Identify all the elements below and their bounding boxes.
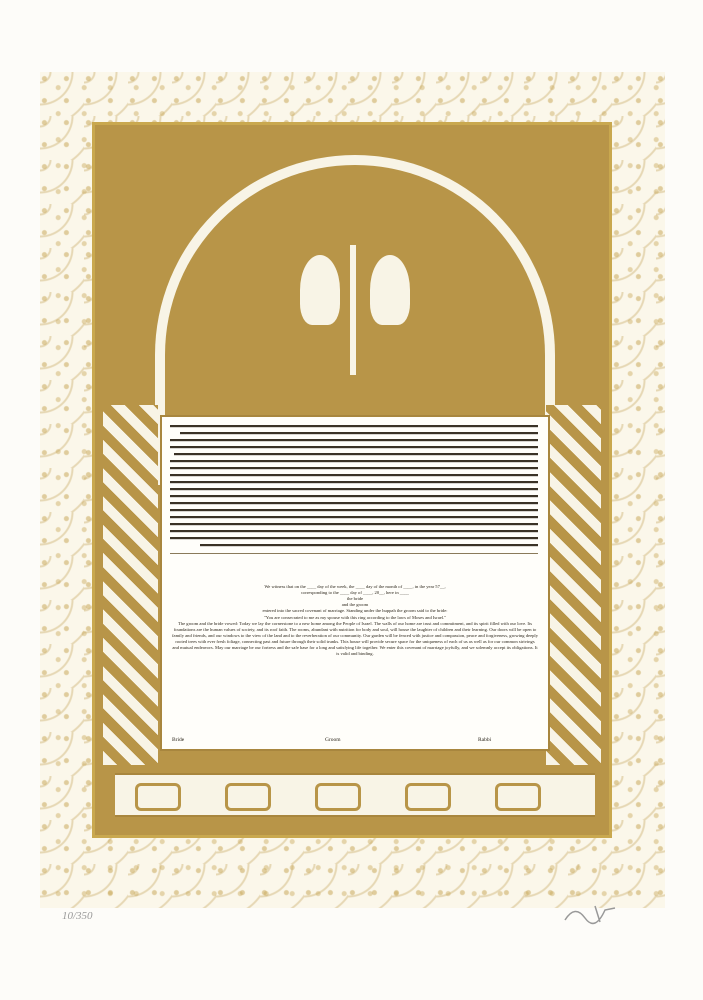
- groom-line: and the groom: [341, 602, 369, 608]
- bride-line: the bride: [346, 596, 364, 602]
- letter-ornament: [495, 783, 541, 811]
- bride-signature-label: Bride: [172, 736, 185, 743]
- hebrew-text-lines: [170, 425, 538, 575]
- artist-signature-icon: [560, 902, 620, 926]
- letter-ornament: [405, 783, 451, 811]
- bottom-calligraphy-band: [115, 773, 595, 817]
- groom-signature-label: Groom: [325, 736, 341, 743]
- edition-number: 10/350: [62, 910, 93, 922]
- letter-ornament: [135, 783, 181, 811]
- vow-line: "You are consecrated to me as my spouse with this ring according to the laws of Moses and Israel.": [263, 614, 447, 620]
- letter-ornament: [225, 783, 271, 811]
- witness-line: We witness that on the ____ day of the week, the ____ day of the month of ____, in the year 57__,: [264, 584, 446, 590]
- english-text: [172, 584, 538, 657]
- peacock-right-icon: [370, 255, 410, 325]
- right-column: [546, 405, 601, 765]
- letter-ornament: [315, 783, 361, 811]
- vows-body: The groom and the bride vowed: Today we lay the cornerstone to a new home among the People of Israel. The walls of our home are trust and commitment, and its spirit filled with our love. Its foundations are the human values of society, and its roof faith. The rooms, abundant with nutrition for body and soul, will house the laughter of children and their learning. Our doors will be open to family and friends, and our windows to the view of the land and to the reverberation of our community. Our garden will be fenced with justice and compassion, peace and forgiveness, growing deeply rooted trees with ever fresh foliage, connecting past and future through their solid trunks. This house will provide secure space for the uniqueness of each of us as well as for our common strivings and mutual endeavors. May our marriage be our fortress and the safe base for a long and satisfying life together. We enter this covenant of marriage joyfully, and we solemnly accept its obligations. It is valid and binding.: [172, 620, 538, 657]
- peacock-left-icon: [300, 255, 340, 325]
- hebrew-text: [172, 425, 538, 578]
- covenant-line: entered into the sacred covenant of marriage. Standing under the huppah the groom said to the bride:: [262, 608, 448, 614]
- ketubah-text-panel: [160, 415, 550, 751]
- left-column: [103, 405, 158, 765]
- signature-row: [172, 737, 538, 743]
- papercut-frame: [92, 122, 612, 838]
- tree-of-life-icon: [350, 245, 356, 375]
- rabbi-signature-label: Rabbi: [478, 736, 492, 743]
- corresponding-line: corresponding to the ____ day of ____, 20__, here in ____: [301, 590, 409, 596]
